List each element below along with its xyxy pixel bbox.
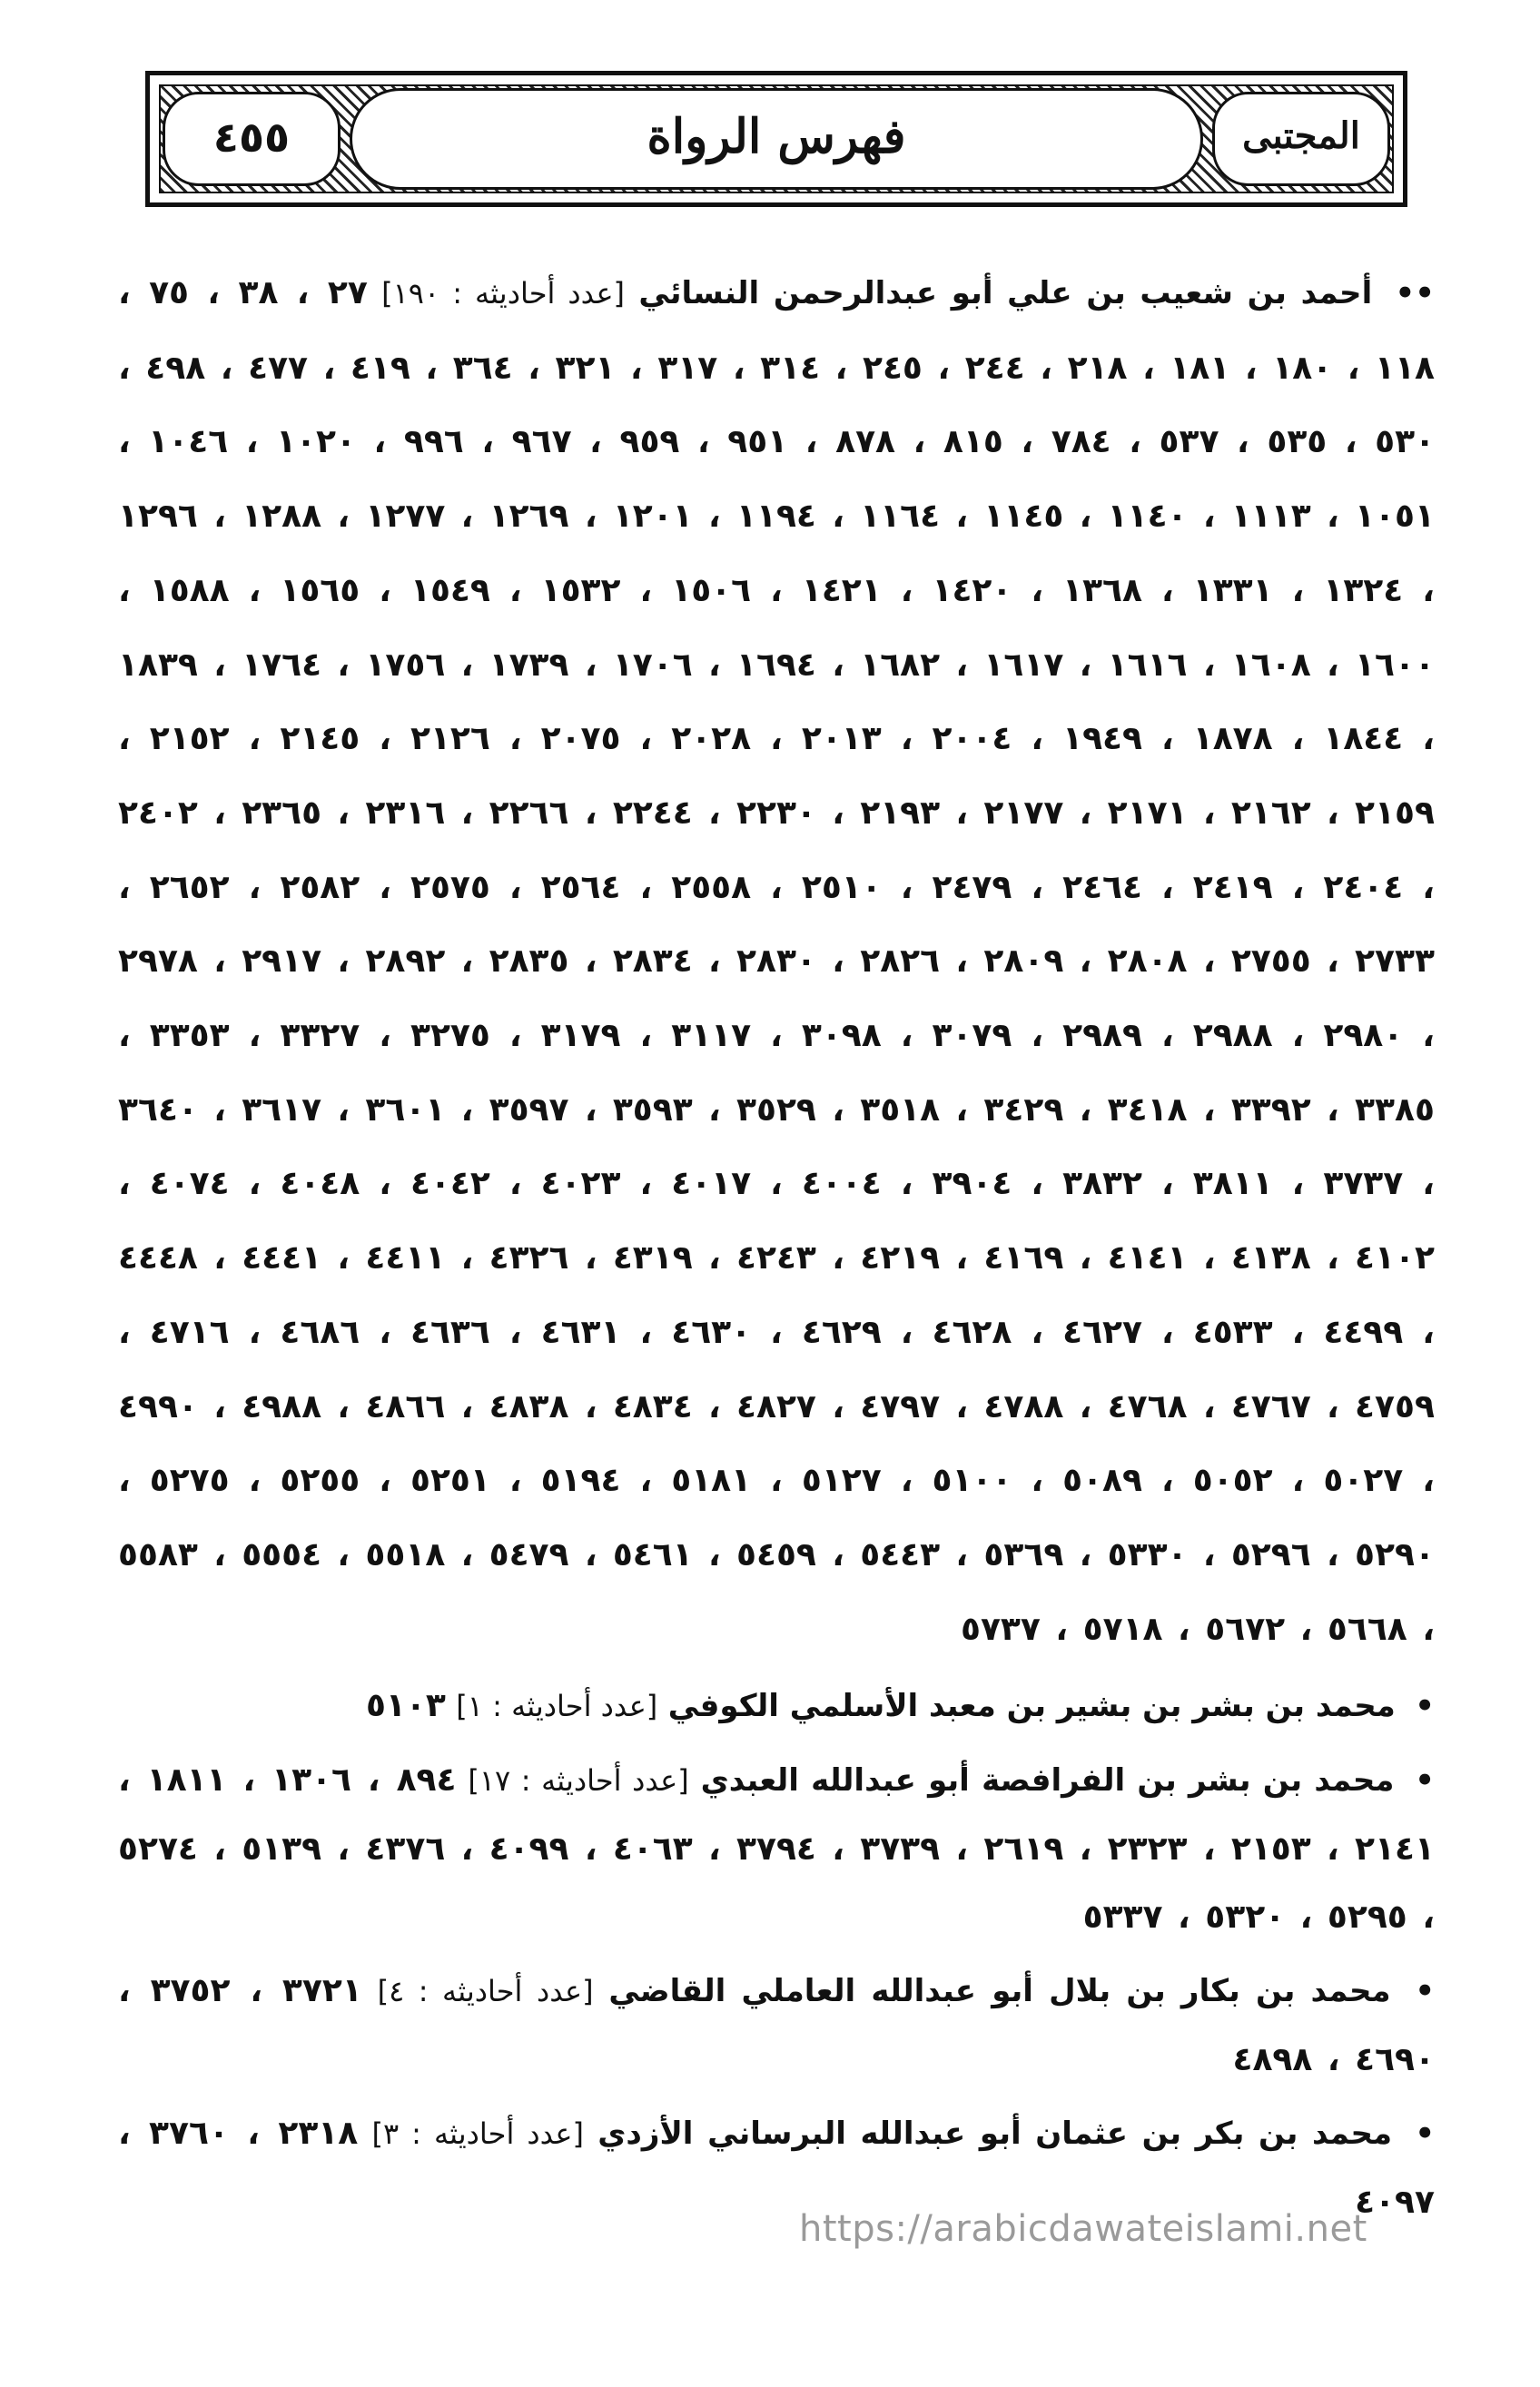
entry-bullet: • xyxy=(1415,1973,1436,2010)
book-badge: المجتبى xyxy=(1242,114,1360,157)
hadith-count: [عدد أحاديثه : ١٩٠] xyxy=(381,276,626,311)
header-title-cartouche xyxy=(350,88,1203,190)
narrator-entry xyxy=(118,256,1435,1666)
narrator-name: محمد بن بشر بن بشير بن معبد الأسلمي الكوفي xyxy=(667,1688,1396,1725)
narrator-name: محمد بن بكر بن عثمان أبو عبدالله البرساني الأزدي xyxy=(597,2116,1393,2153)
watermark-url: https://arabicdawateislami.net xyxy=(799,2208,1367,2250)
page-number: ٤٥٥ xyxy=(212,113,291,162)
hadith-numbers: ٢٧ ، ٣٨ ، ٧٥ ، ١١٨ ، ١٨٠ ، ١٨١ ، ٢١٨ ، ٢٤٤ ، ٢٤٥ ، ٣١٤ ، ٣١٧ ، ٣٢١ ، ٣٦٤ ، ٤١٩ ، ٤٧٧ ، ٤٩٨ ، ٥٣٠ ، ٥٣٥ ، ٥٣٧ ، ٧٨٤ ، ٨١٥ ، ٨٧٨ ، ٩٥١ ، ٩٥٩ ، ٩٦٧ ، ٩٩٦ ، ١٠٢٠ ، ١٠٤٦ ، ١٠٥١ ، ١١١٣ ، ١١٤٠ ، ١١٤٥ ، ١١٦٤ ، ١١٩٤ ، ١٢٠١ ، ١٢٦٩ ، ١٢٧٧ ، ١٢٨٨ ، ١٢٩٦ ، ١٣٢٤ ، ١٣٣١ ، ١٣٦٨ ، ١٤٢٠ ، ١٤٢١ ، ١٥٠٦ ، ١٥٣٢ ، ١٥٤٩ ، ١٥٦٥ ، ١٥٨٨ ، ١٦٠٠ ، ١٦٠٨ ، ١٦١٦ ، ١٦١٧ ، ١٦٨٢ ، ١٦٩٤ ، ١٧٠٦ ، ١٧٣٩ ، ١٧٥٦ ، ١٧٦٤ ، ١٨٣٩ ، ١٨٤٤ ، ١٨٧٨ ، ١٩٤٩ ، ٢٠٠٤ ، ٢٠١٣ ، ٢٠٢٨ ، ٢٠٧٥ ، ٢١٢٦ ، ٢١٤٥ ، ٢١٥٢ ، ٢١٥٩ ، ٢١٦٢ ، ٢١٧١ ، ٢١٧٧ ، ٢١٩٣ ، ٢٢٣٠ ، ٢٢٤٤ ، ٢٢٦٦ ، ٢٣١٦ ، ٢٣٦٥ ، ٢٤٠٢ ، ٢٤٠٤ ، ٢٤١٩ ، ٢٤٦٤ ، ٢٤٧٩ ، ٢٥١٠ ، ٢٥٥٨ ، ٢٥٦٤ ، ٢٥٧٥ ، ٢٥٨٢ ، ٢٦٥٢ ، ٢٧٣٣ ، ٢٧٥٥ ، ٢٨٠٨ ، ٢٨٠٩ ، ٢٨٢٦ ، ٢٨٣٠ ، ٢٨٣٤ ، ٢٨٣٥ ، ٢٨٩٢ ، ٢٩١٧ ، ٢٩٧٨ ، ٢٩٨٠ ، ٢٩٨٨ ، ٢٩٨٩ ، ٣٠٧٩ ، ٣٠٩٨ ، ٣١١٧ ، ٣١٧٩ ، ٣٢٧٥ ، ٣٣٢٧ ، ٣٣٥٣ ، ٣٣٨٥ ، ٣٣٩٢ ، ٣٤١٨ ، ٣٤٢٩ ، ٣٥١٨ ، ٣٥٢٩ ، ٣٥٩٣ ، ٣٥٩٧ ، ٣٦٠١ ، ٣٦١٧ ، ٣٦٤٠ ، ٣٧٣٧ ، ٣٨١١ ، ٣٨٣٢ ، ٣٩٠٤ ، ٤٠٠٤ ، ٤٠١٧ ، ٤٠٢٣ ، ٤٠٤٢ ، ٤٠٤٨ ، ٤٠٧٤ ، ٤١٠٢ ، ٤١٣٨ ، ٤١٤١ ، ٤١٦٩ ، ٤٢١٩ ، ٤٢٤٣ ، ٤٣١٩ ، ٤٣٢٦ ، ٤٤١١ ، ٤٤٤١ ، ٤٤٤٨ ، ٤٤٩٩ ، ٤٥٣٣ ، ٤٦٢٧ ، ٤٦٢٨ ، ٤٦٢٩ ، ٤٦٣٠ ، ٤٦٣١ ، ٤٦٣٦ ، ٤٦٨٦ ، ٤٧١٦ ، ٤٧٥٩ ، ٤٧٦٧ ، ٤٧٦٨ ، ٤٧٨٨ ، ٤٧٩٧ ، ٤٨٢٧ ، ٤٨٣٤ ، ٤٨٣٨ ، ٤٨٦٦ ، ٤٩٨٨ ، ٤٩٩٠ ، ٥٠٢٧ ، ٥٠٥٢ ، ٥٠٨٩ ، ٥١٠٠ ، ٥١٢٧ ، ٥١٨١ ، ٥١٩٤ ، ٥٢٥١ ، ٥٢٥٥ ، ٥٢٧٥ ، ٥٢٩٠ ، ٥٢٩٦ ، ٥٣٣٠ ، ٥٣٦٩ ، ٥٤٤٣ ، ٥٤٥٩ ، ٥٤٦١ ، ٥٤٧٩ ، ٥٥١٨ ، ٥٥٥٤ ، ٥٥٨٣ ، ٥٦٦٨ ، ٥٦٧٢ ، ٥٧١٨ ، ٥٧٣٧ xyxy=(118,274,1436,1648)
hadith-count: [عدد أحاديثه : ٣] xyxy=(371,2116,584,2152)
entry-bullet: •• xyxy=(1395,275,1435,311)
hadith-count: [عدد أحاديثه : ٤] xyxy=(377,1974,594,2009)
narrator-name: أحمد بن شعيب بن علي أبو عبدالرحمن النسائي xyxy=(638,275,1373,311)
narrator-entry xyxy=(118,1746,1435,1951)
narrator-name: محمد بن بكار بن بلال أبو عبدالله العاملي القاضي xyxy=(608,1973,1391,2010)
hadith-numbers: ٣٧٢١ ، ٣٧٥٢ ، ٤٦٩٠ ، ٤٨٩٨ xyxy=(118,1972,1435,2079)
hadith-count: [عدد أحاديثه : ١٧] xyxy=(468,1763,689,1799)
section-title: فهرس الرواة xyxy=(647,109,906,164)
narrator-entry xyxy=(118,1672,1435,1741)
entry-bullet: • xyxy=(1415,2116,1436,2153)
hadith-numbers: ٢٣١٨ ، ٣٧٦٠ ، ٤٠٩٧ xyxy=(118,2115,1435,2222)
narrators-index xyxy=(118,256,1435,2236)
hadith-numbers: ٨٩٤ ، ١٣٠٦ ، ١٨١١ ، ٢١٤١ ، ٢١٥٣ ، ٢٣٢٣ ، ٢٦١٩ ، ٣٧٣٩ ، ٣٧٩٤ ، ٤٠٦٣ ، ٤٠٩٩ ، ٤٣٧٦ ، ٥١٣٩ ، ٥٢٧٤ ، ٥٢٩٥ ، ٥٣٢٠ ، ٥٣٣٧ xyxy=(118,1761,1435,1937)
entry-bullet: • xyxy=(1415,1688,1435,1725)
entry-bullet: • xyxy=(1415,1762,1435,1800)
hadith-count: [عدد أحاديثه : ١] xyxy=(456,1689,658,1724)
narrator-name: محمد بن بشر بن الفرافصة أبو عبدالله العبدي xyxy=(700,1762,1395,1800)
narrator-entry xyxy=(118,1957,1435,2094)
page-header xyxy=(145,71,1407,207)
hadith-numbers: ٥١٠٣ xyxy=(365,1687,446,1725)
page-number-cartouche xyxy=(163,92,341,186)
book-badge-cartouche xyxy=(1212,92,1390,186)
